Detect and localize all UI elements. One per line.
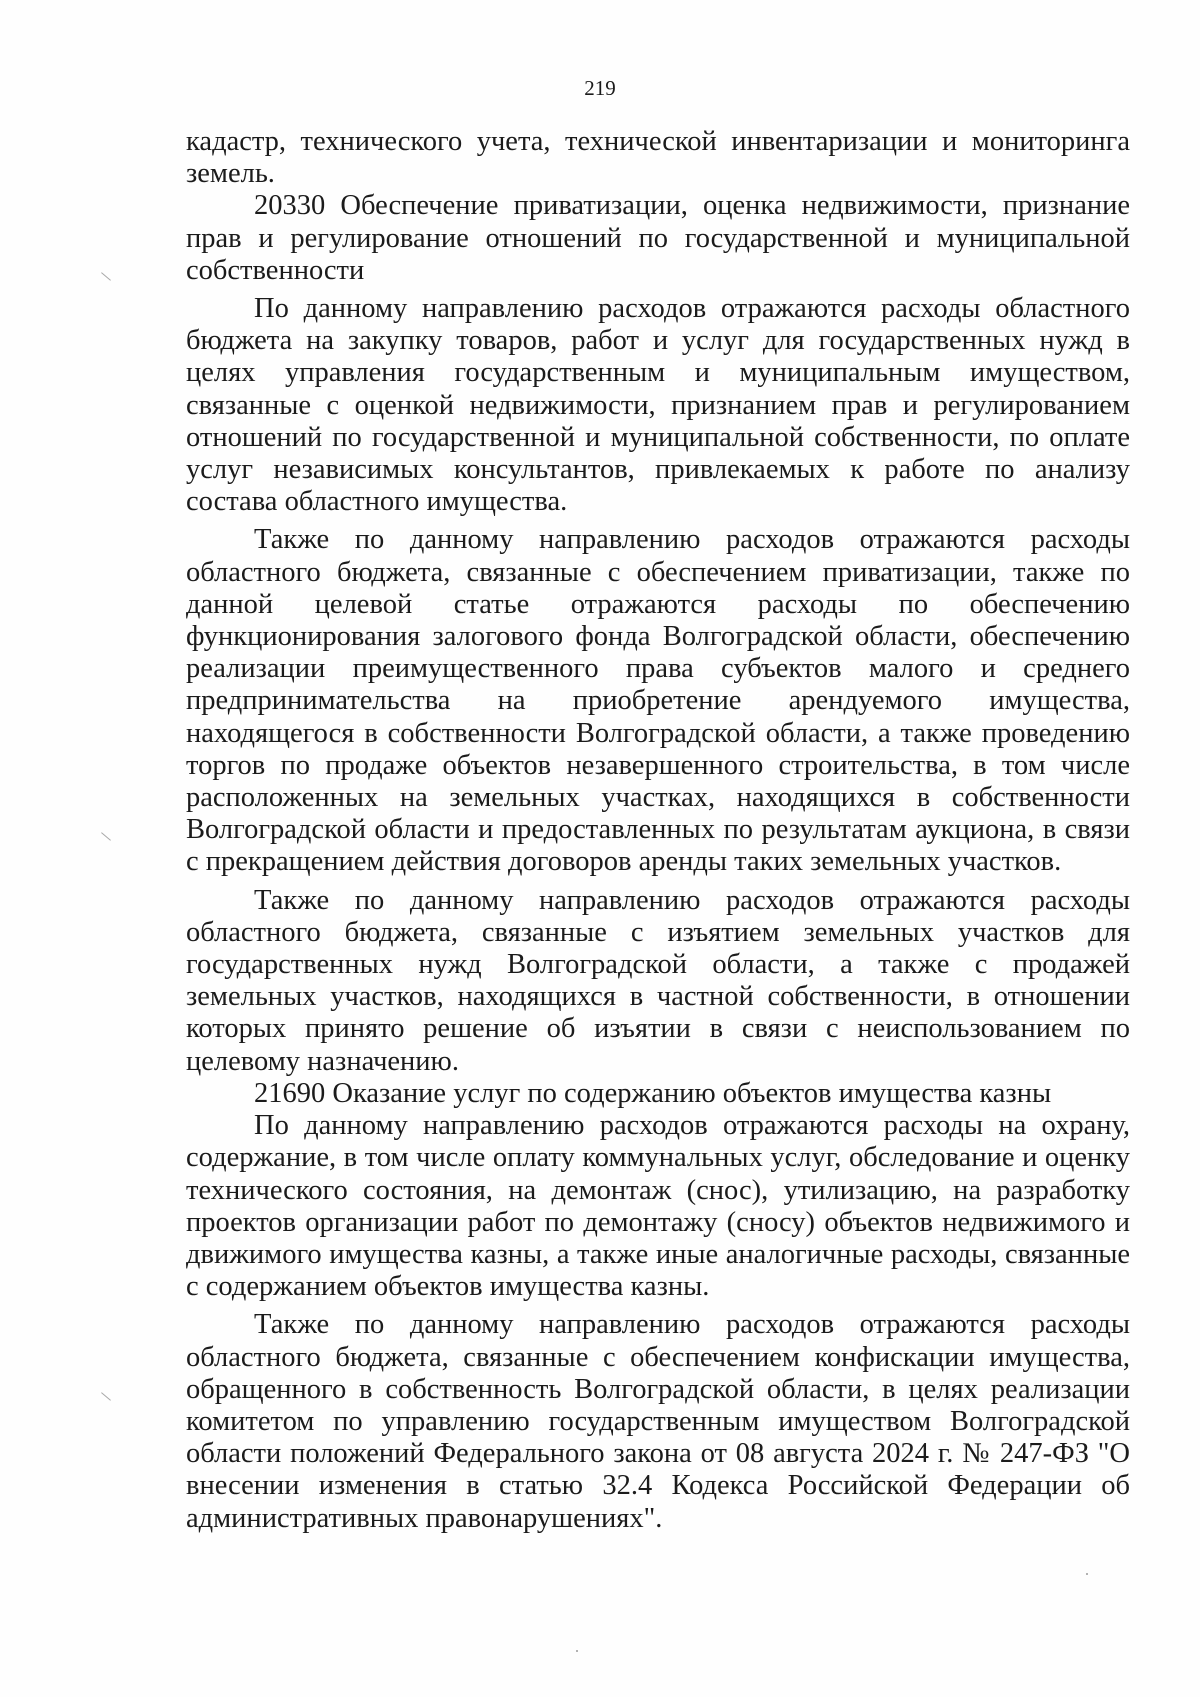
page-number: 219 — [584, 76, 616, 100]
paragraph-continuation: кадастр, технического учета, технической инвентаризации и мониторинга земель. — [186, 126, 1130, 190]
paragraph: Также по данному направлению расходов отражаются расходы областного бюджета, связанные с обеспечением приватизации, также по данной целевой статье отражаются расходы по обеспечению функционирования залогового фонда Волгоградской области, обеспечению реализации преимущественного права субъектов малого и среднего предпринимательства на приобретение арендуемого имущества, находящегося в собственности Волгоградской области, а также проведению торгов по продаже объектов незавершенного строительства, в том числе расположенных на земельных участках, находящихся в собственности Волгоградской области и предоставленных по результатам аукциона, в связи с прекращением действия договоров аренды таких земельных участков. — [186, 524, 1130, 878]
paragraph: По данному направлению расходов отражаются расходы на охрану, содержание, в том числе оплату коммунальных услуг, обследование и оценку технического состояния, на демонтаж (снос), утилизацию, на разработку проектов организации работ по демонтажу (сносу) объектов недвижимого и движимого имущества казны, а также иные аналогичные расходы, связанные с содержанием объектов имущества казны. — [186, 1110, 1130, 1303]
scan-speck — [576, 1650, 578, 1652]
section-heading-20330: 20330 Обеспечение приватизации, оценка недвижимости, признание прав и регулирование отношений по государственной и муниципальной собственности — [186, 190, 1130, 286]
scan-mark — [101, 272, 111, 280]
paragraph: Также по данному направлению расходов отражаются расходы областного бюджета, связанные с обеспечением конфискации имущества, обращенного в собственность Волгоградской области, в целях реализации комитетом по управлению государственным имуществом Волгоградской области положений Федерального закона от 08 августа 2024 г. № 247-ФЗ "О внесении изменения в статью 32.4 Кодекса Российской Федерации об административных правонарушениях". — [186, 1309, 1130, 1534]
scan-mark — [101, 832, 111, 840]
scan-speck — [1086, 1573, 1088, 1575]
section-heading-21690: 21690 Оказание услуг по содержанию объектов имущества казны — [254, 1077, 1052, 1109]
paragraph: Также по данному направлению расходов отражаются расходы областного бюджета, связанные с изъятием земельных участков для государственных нужд Волгоградской области, а также с продажей земельных участков, находящихся в частной собственности, в отношении которых принято решение об изъятии в связи с неиспользованием по целевому назначению. — [186, 884, 1130, 1077]
document-body — [186, 126, 1130, 1535]
scan-mark — [101, 1392, 111, 1400]
paragraph: По данному направлению расходов отражаются расходы областного бюджета на закупку товаров, работ и услуг для государственных нужд в целях управления государственным и муниципальным имуществом, связанные с оценкой недвижимости, признанием прав и регулированием отношений по государственной и муниципальной собственности, по оплате услуг независимых консультантов, привлекаемых к работе по анализу состава областного имущества. — [186, 293, 1130, 518]
